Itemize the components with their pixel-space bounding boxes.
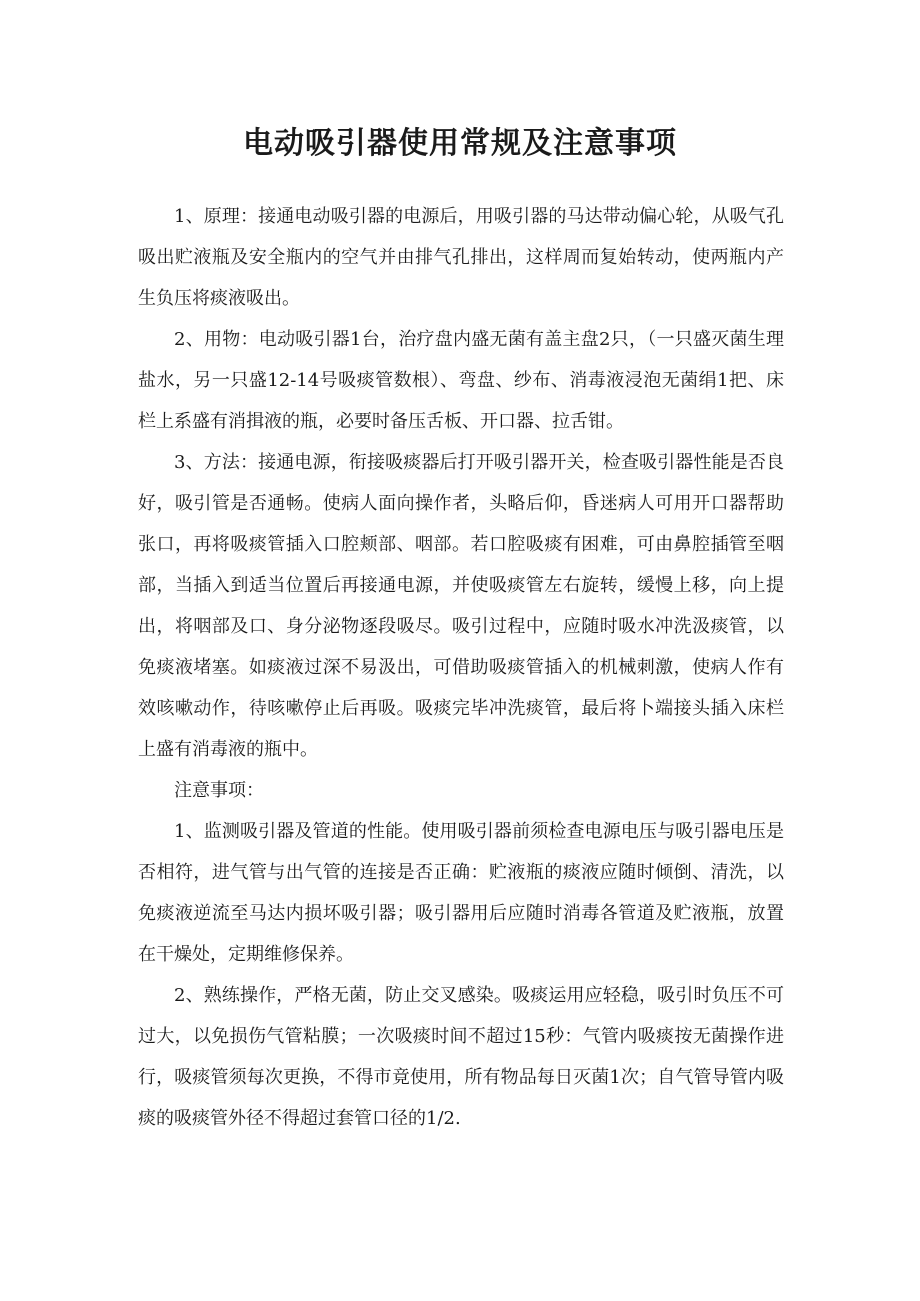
document-title: 电动吸引器使用常规及注意事项 [243,126,677,161]
paragraph-method: 3、方法：接通电源，衔接吸痰器后打开吸引器开关，检查吸引器性能是否良好，吸引管是否通畅。使病人面向操作者，头略后仰，昏迷病人可用开口器帮助张口，再将吸痰管插入口腔颊部、咽部。若口腔吸痰有困难，可由鼻腔插管至咽部，当插入到适当位置后再接通电源，并使吸痰管左右旋转，缓慢上移，向上提出，将咽部及口、身分泌物逐段吸尽。吸引过程中，应随时吸水冲洗汲痰管，以免痰液堵塞。如痰液过深不易汲出，可借助吸痰管插入的机械刺激，使病人作有效咳嗽动作，待咳嗽停止后再吸。吸痰完毕冲洗痰管，最后将卜端接头插入床栏上盛有消毒液的瓶中。 [138,452,784,760]
paragraph-supplies: 2、用物：电动吸引器1台，治疗盘内盛无菌有盖主盘2只，（一只盛灭菌生理盐水，另一只盛12-14号吸痰管数根）、弯盘、纱布、消毒液浸泡无菌绢1把、床栏上系盛有消揖液的瓶，必要时备压舌板、开口器、拉舌钳。 [138,329,784,432]
paragraph-principle: 1、原理：接通电动吸引器的电源后，用吸引器的马达带动偏心轮，从吸气孔吸出贮液瓶及安全瓶内的空气并由排气孔排出，这样周而复始转动，使两瓶内产生负压将痰液吸出。 [138,206,784,309]
document-body [138,196,784,1139]
note-item-monitoring: 1、监测吸引器及管道的性能。使用吸引器前须检查电源电压与吸引器电压是否相符，进气管与出气管的连接是否正确：贮液瓶的痰液应随时倾倒、清洗，以免痰液逆流至马达内损坏吸引器；吸引器用后应随时消毒各管道及贮液瓶，放置在干燥处，定期维修保养。 [138,821,784,965]
notes-heading: 注意事项： [174,780,264,801]
note-item-aseptic: 2、熟练操作，严格无菌，防止交叉感染。吸痰运用应轻稳，吸引时负压不可过大，以免损伤气管粘膜；一次吸痰时间不超过15秒：气管内吸痰按无菌操作进行，吸痰管须每次更换，不得市竟使用，所有物品每日灭菌1次；自气管导管内吸痰的吸痰管外径不得超过套管口径的1/2. [138,985,784,1129]
